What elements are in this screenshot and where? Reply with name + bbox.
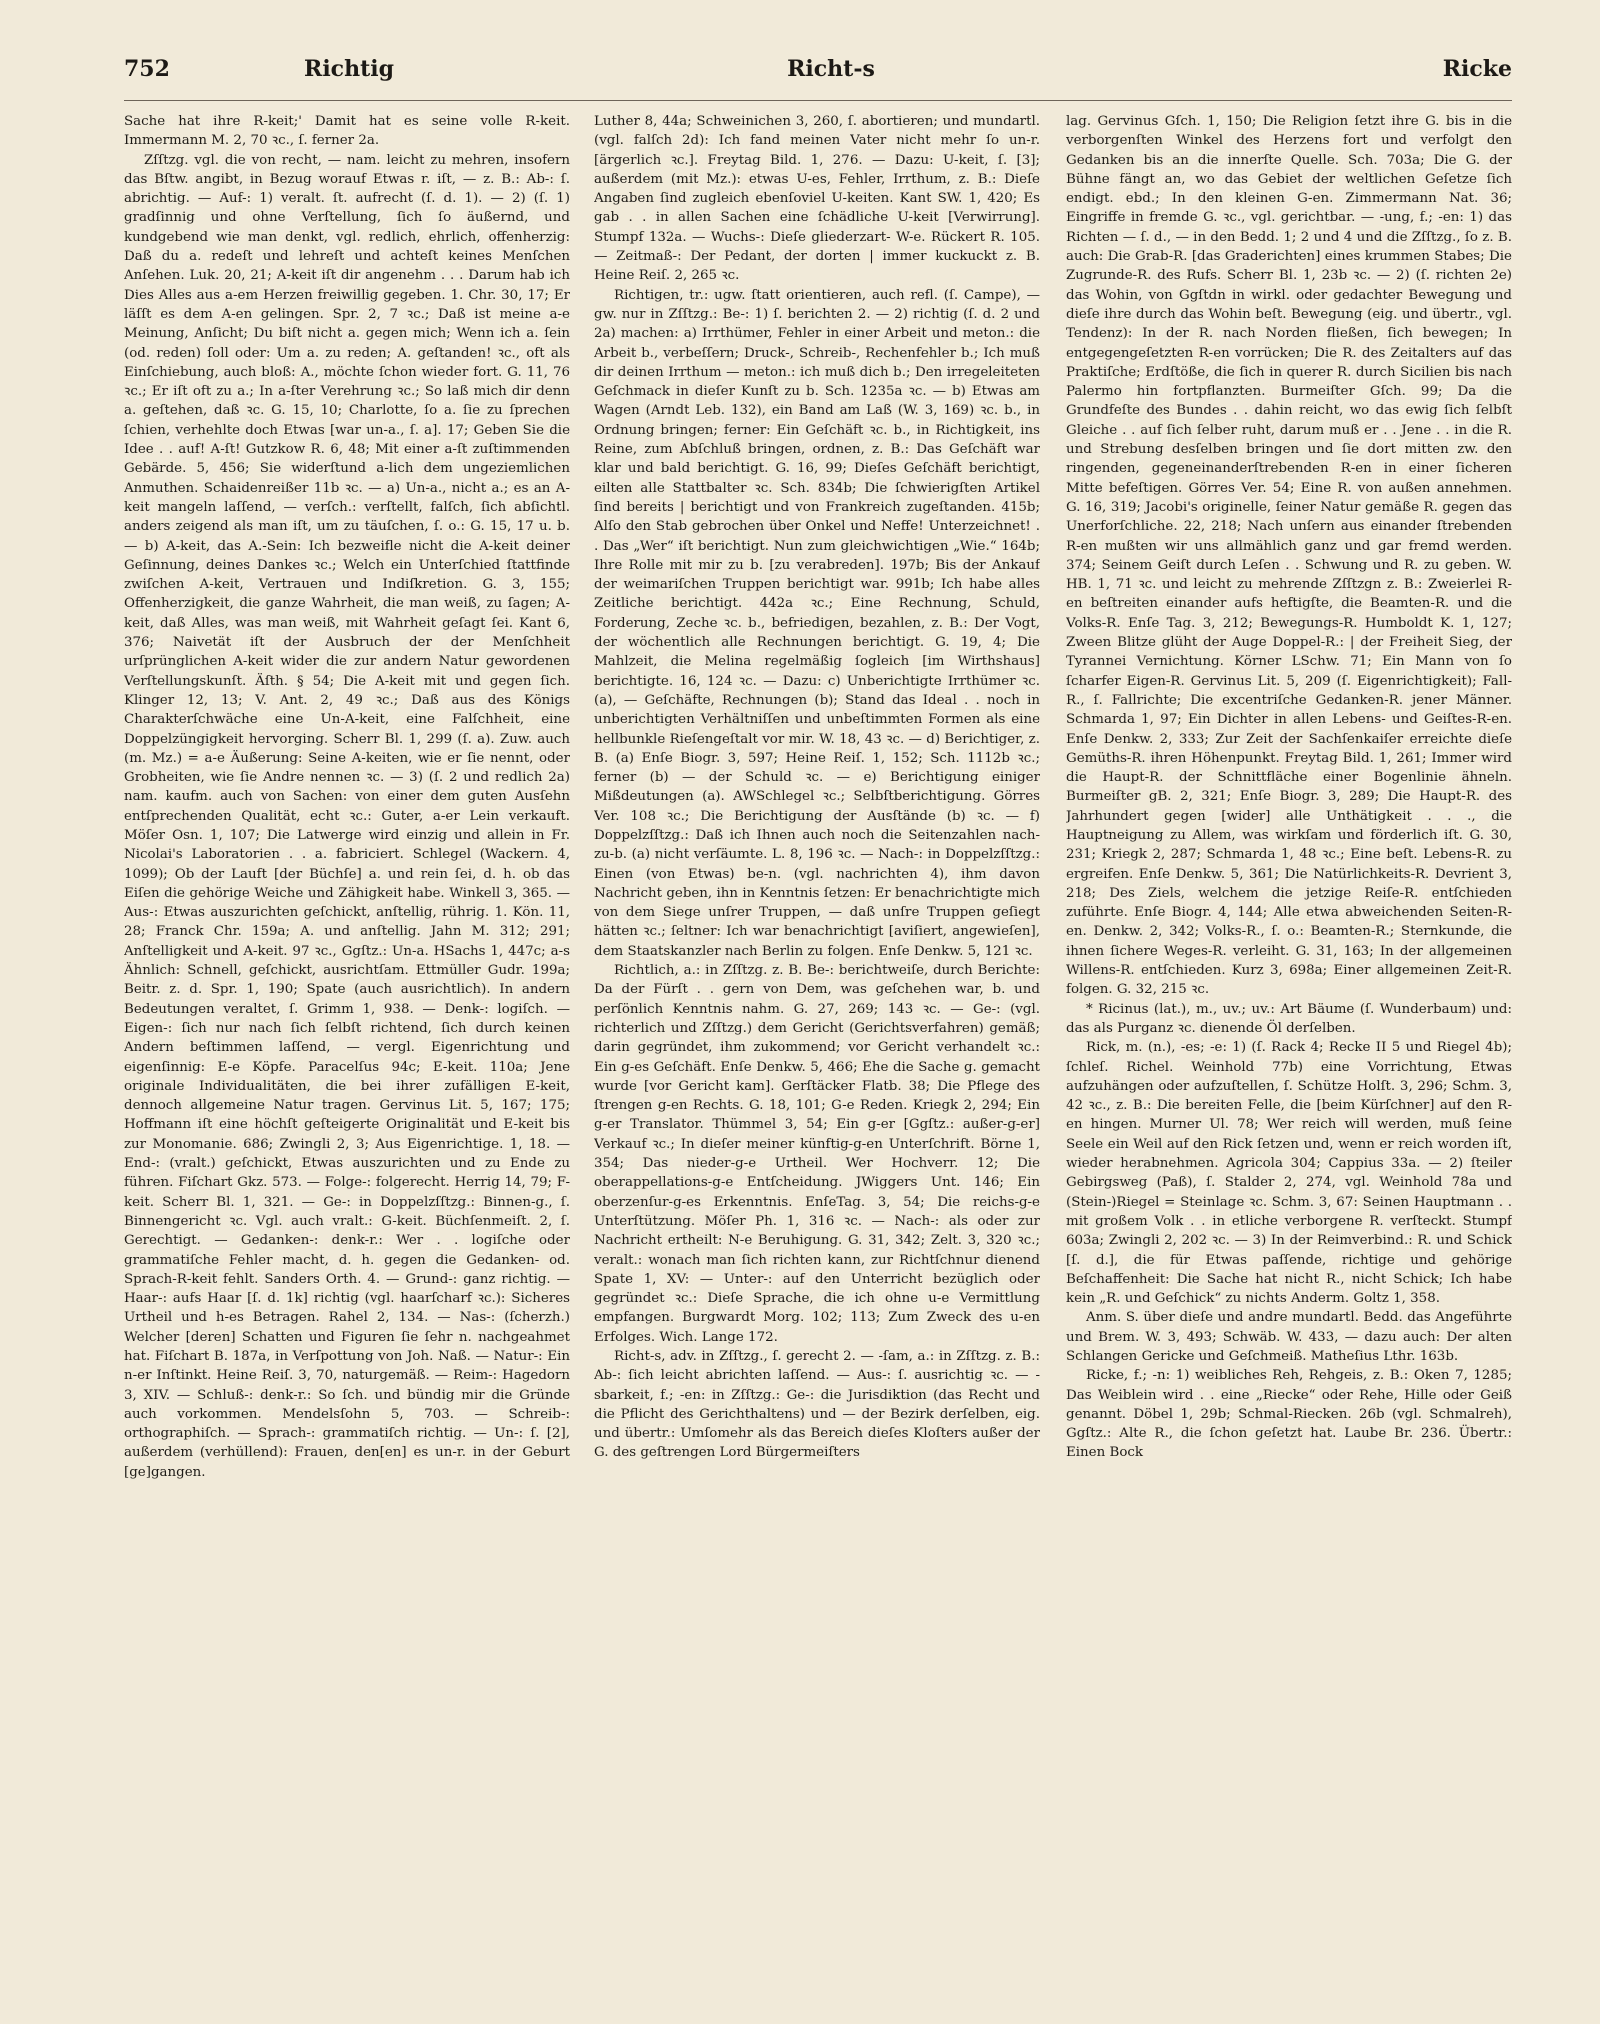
entry-paragraph: Anm. S. über dieſe und andre mundartl. Bedd. das Angeführte und Brem. W. 3, 493; Schwäb. W. 433, — dazu auch: Der alten Schlangen Gericke und Geſchmeiß. Matheſius Lthr. 163b. [1066,1310,1512,1364]
header-rule [124,100,1512,101]
entry-paragraph: Sache hat ihre R-keit;' Damit hat es seine volle R-keit. Immermann M. 2, 70 ꝛc., ſ. ferner 2a. [124,114,570,149]
entry-paragraph: Rick, m. (n.), -es; -e: 1) (ſ. Rack 4; Recke II 5 und Riegel 4b); ſchleſ. Richel. Weinhold 77b) eine Vorrichtung, Etwas aufzuhängen oder aufzuſtellen, ſ. Schütze Holſt. 3, 296; Schm. 3, 42 ꝛc., z. B.: Die bereiten Felle, die [beim Kürſchner] auf den R-en hingen. Murner Ul. 78; Wer reich will werden, muß ſeine Seele ein Weil auf den Rick ſetzen und, wenn er reich worden iſt, wieder herabnehmen. Agricola 304; Cappius 33a. — 2) ſteiler Gebirgsweg (Paß), ſ. Stalder 2, 274, vgl. Weinhold 78a und (Stein-)Riegel = Steinlage ꝛc. Schm. 3, 67: Seinen Hauptmann . . mit großem Volk . . in etliche verborgene R. verſteckt. Stumpf 603a; Zwingli 2, 202 ꝛc. — 3) In der Reimverbind.: R. und Schick [ſ. d.], die für Etwas paſſende, richtige und gehörige Beſchaffenheit: Die Sache hat nicht R., nicht Schick; Ich habe kein „R. und Geſchick“ zu nichts Anderm. Goltz 1, 358. [1066,1040,1512,1307]
running-header [124,56,1512,96]
text-column-3 [1066,112,1512,1992]
entry-paragraph: Richtlich, a.: in Zſſtzg. z. B. Be-: berichtweiſe, durch Berichte: Da der Fürſt . . gern von Dem, was geſchehen war, b. und perſönlich Kenntnis nahm. G. 27, 269; 143 ꝛc. — Ge-: (vgl. richterlich und Zſſtzg.) dem Gericht (Gerichtsverfahren) gemäß; darin gegründet, ihm zukommend; vor Gericht verhandelt ꝛc.: Ein g-es Geſchäft. Enſe Denkw. 5, 466; Ehe die Sache g. gemacht wurde [vor Gericht kam]. Gerſtäcker Flatb. 38; Die Pflege des ſtrengen g-en Rechts. G. 18, 101; G-e Reden. Kriegk 2, 294; Ein g-er Translator. Thümmel 3, 54; Ein g-er [Ggſtz.: außer-g-er] Verkauf ꝛc.; In dieſer meiner künftig-g-en Unterſchrift. Börne 1, 354; Das nieder-g-e Urtheil. Wer Hochverr. 12; Die oberappellations-g-e Entſcheidung. JWiggers Unt. 146; Ein oberzenſur-g-es Erkenntnis. EnſeTag. 3, 54; Die reichs-g-e Unterſtützung. Möſer Ph. 1, 316 ꝛc. — Nach-: als oder zur Nachricht ertheilt: N-e Beruhigung. G. 31, 342; Zelt. 3, 320 ꝛc.; veralt.: wonach man ſich richten kann, zur Richtſchnur dienend Spate 1, XV: — Unter-: auf den Unterricht bezüglich oder gegründet ꝛc.: Dieſe Sprache, die ich ohne u-e Vermittlung empfangen. Burgwardt Morg. 102; 113; Zum Zweck des u-en Erfolges. Wich. Lange 172. [594,963,1040,1345]
entry-paragraph: Richt-s, adv. in Zſſtzg., ſ. gerecht 2. — -ſam, a.: in Zſſtzg. z. B.: Ab-: ſich leicht abrichten laſſend. — Aus-: ſ. ausrichtig ꝛc. — -sbarkeit, f.; -en: in Zſſtzg.: Ge-: die Jurisdiktion (das Recht und die Pflicht des Gerichthaltens) und — der Bezirk derſelben, eig. und übertr.: Umſomehr als das Bereich dieſes Kloſters außer der G. des geſtrengen Lord Bürgermeiſters [594,1349,1040,1461]
entry-paragraph: * Ricinus (lat.), m., uv.; uv.: Art Bäume (ſ. Wunderbaum) und: das als Purganz ꝛc. dienende Öl derſelben. [1066,1001,1512,1036]
header-headword-right: Ricke [1442,56,1512,82]
entry-paragraph: lag. Gervinus Gſch. 1, 150; Die Religion ſetzt ihre G. bis in die verborgenſten Winkel des Herzens fort und verfolgt den Gedanken bis an die innerſte Quelle. Sch. 703a; Die G. der Bühne fängt an, wo das Gebiet der weltlichen Geſetze ſich endigt. ebd.; In den kleinen G-en. Zimmermann Nat. 36; Eingriffe in fremde G. ꝛc., vgl. gerichtbar. — -ung, f.; -en: 1) das Richten — ſ. d., — in den Bedd. 1; 2 und 4 und die Zſſtzg., ſo z. B. auch: Die Grab-R. [das Graderichten] eines krummen Stabes; Die Zugrunde-R. des Rufs. Scherr Bl. 1, 23b ꝛc. — 2) (ſ. richten 2e) das Wohin, von Ggſtdn in wirkl. oder gedachter Bewegung und dieſe ihre durch das Wohin beſt. Bewegung (eig. und übertr., vgl. Tendenz): In der R. nach Norden fließen, ſich bewegen; In entgegengeſetzten R-en vorrücken; Die R. des Zeitalters auf das Praktiſche; Erdſtöße, die ſich in querer R. durch Sicilien bis nach Palermo hin fortpflanzten. Burmeiſter Gſch. 99; Da die Grundfeſte des Bundes . . dahin reicht, wo das ewig ſich ſelbſt Gleiche . . auf ſich ſelber ruht, darum muß er . . Jene . . in die R. und Strebung desſelben bringen und ſie dort mitten zw. den ringenden, gegeneinanderſtrebenden R-en in einer ſicheren Mitte befeſtigen. Görres Ver. 54; Eine R. von außen annehmen. G. 16, 319; Jacobi's originelle, ſeiner Natur gemäße R. gegen das Unerforſchliche. 22, 218; Nach unſern aus einander ſtrebenden R-en mußten wir uns allmählich ganz und gar fremd werden. 374; Seinem Geiſt durch Leſen . . Schwung und R. zu geben. W. HB. 1, 71 ꝛc. und leicht zu mehrende Zſſtzgn z. B.: Zweierlei R-en beſtreiten einander aufs heftigſte, die Beamten-R. und die Volks-R. Enſe Tag. 3, 212; Bewegungs-R. Humboldt K. 1, 127; Zween Blitze glüht der Auge Doppel-R.: | der Freiheit Sieg, der Tyrannei Vernichtung. Körner LSchw. 71; Ein Mann von ſo ſcharfer Eigen-R. Gervinus Lit. 5, 209 (ſ. Eigenrichtigkeit); Fall-R., ſ. Fallrichte; Die excentriſche Gedanken-R. jener Männer. Schmarda 1, 97; Ein Dichter in allen Lebens- und Geiſtes-R-en. Enſe Denkw. 2, 333; Zur Zeit der Sachſenkaiſer erreichte dieſe Gemüths-R. ihren Höhenpunkt. Freytag Bild. 1, 261; Immer wird die Haupt-R. der Schnittfläche einer Bogenlinie ähneln. Burmeiſter gB. 2, 321; Enſe Biogr. 3, 289; Die Haupt-R. des Jahrhundert gegen [wider] alle Unthätigkeit . . ., die Hauptneigung zu Allem, was wirkſam und förderlich iſt. G. 30, 231; Kriegk 2, 287; Schmarda 1, 48 ꝛc.; Eine beſt. Lebens-R. zu ergreifen. Enſe Denkw. 5, 361; Die Natürlichkeits-R. Devrient 3, 218; Des Ziels, welchem die jetzige Reiſe-R. entſchieden zuführte. Enſe Biogr. 4, 144; Alle etwa abweichenden Seiten-R-en. Denkw. 2, 342; Volks-R., ſ. o.: Beamten-R.; Sternkunde, die ihnen ſichere Weges-R. verleiht. G. 31, 163; In der allgemeinen Willens-R. entſchieden. Kurz 3, 698a; Einer allgemeinen Zeit-R. folgen. G. 32, 215 ꝛc. [1066,114,1512,998]
header-headword-left: Richtig [304,56,394,82]
entry-paragraph: Ricke, f.; -n: 1) weibliches Reh, Rehgeis, z. B.: Oken 7, 1285; Das Weiblein wird . . eine „Riecke“ oder Rehe, Hille oder Geiß genannt. Döbel 1, 29b; Schmal-Riecken. 26b (vgl. Schmalreh), Ggſtz.: Alte R., die ſchon geſetzt hat. Laube Br. 236. Übertr.: Einen Bock [1066,1368,1512,1461]
text-column-2 [594,112,1040,1992]
header-headword-center: Richt-s [787,56,875,82]
entry-paragraph: Richtigen, tr.: ugw. ſtatt orientieren, auch refl. (ſ. Campe), — gw. nur in Zſſtzg.: Be-: 1) ſ. berichten 2. — 2) richtig (ſ. d. 2 und 2a) machen: a) Irrthümer, Fehler in einer Arbeit und meton.: die Arbeit b., verbeſſern; Druck-, Schreib-, Rechenfehler b.; Ich muß dir deinen Irrthum — meton.: ich muß dich b.; Den irregeleiteten Geſchmack in dieſer Kunſt zu b. Sch. 1235a ꝛc. — b) Etwas am Wagen (Arndt Leb. 132), ein Band am Laß (W. 3, 169) ꝛc. b., in Ordnung bringen; ferner: Ein Geſchäft ꝛc. b., in Richtigkeit, ins Reine, zum Abſchluß bringen, ordnen, z. B.: Das Geſchäft war klar und bald berichtigt. G. 16, 99; Dieſes Geſchäft berichtigt, eilten alle Stattbalter ꝛc. Sch. 834b; Die ſchwierigſten Artikel ſind bereits | berichtigt und von Frankreich zugeſtanden. 415b; Alſo den Stab gebrochen über Onkel und Neffe! Unterzeichnet! . . Das „Wer“ iſt berichtigt. Nun zum gleichwichtigen „Wie.“ 164b; Ihre Rolle mit mir zu b. [zu verabreden]. 197b; Bis der Ankauf der weimariſchen Truppen berichtigt war. 991b; Ich habe alles Zeitliche berichtigt. 442a ꝛc.; Eine Rechnung, Schuld, Forderung, Zeche ꝛc. b., befriedigen, bezahlen, z. B.: Der Vogt, der wöchentlich alle Rechnungen berichtigt. G. 19, 4; Die Mahlzeit, die Melina regelmäßig ſogleich [im Wirthshaus] berichtigte. 16, 124 ꝛc. — Dazu: c) Unberichtigte Irrthümer ꝛc. (a), — Geſchäfte, Rechnungen (b); Stand das Ideal . . noch in unberichtigten Verhältniſſen und unbeſtimmten Formen als eine hellbunkle Rieſengeſtalt vor mir. W. 18, 43 ꝛc. — d) Berichtiger, z. B. (a) Enſe Biogr. 3, 597; Heine Reiſ. 1, 152; Sch. 1112b ꝛc.; ferner (b) — der Schuld ꝛc. — e) Berichtigung einiger Mißdeutungen (a). AWSchlegel ꝛc.; Selbſtberichtigung. Görres Ver. 108 ꝛc.; Die Berichtigung der Ausſtände (b) ꝛc. — f) Doppelzſſtzg.: Daß ich Ihnen auch noch die Seitenzahlen nach-zu-b. (a) nicht verſäumte. L. 8, 196 ꝛc. — Nach-: in Doppelzſſtzg.: Einen (von Etwas) be-n. (vgl. nachrichten 4), ihm davon Nachricht geben, ihn in Kenntnis ſetzen: Er benachrichtigte mich von dem Siege unſrer Truppen, — daß unſre Truppen geſiegt hätten ꝛc.; ſeltner: Ich war benachrichtigt [aviſiert, angewieſen], dem Staatskanzler nach Berlin zu folgen. Enſe Denkw. 5, 121 ꝛc. [594,287,1040,959]
text-column-1 [124,112,570,1992]
entry-paragraph: Zſſtzg. vgl. die von recht, — nam. leicht zu mehren, insofern das Bſtw. angibt, in Bezug worauf Etwas r. iſt, — z. B.: Ab-: ſ. abrichtig. — Auf-: 1) veralt. ſt. aufrecht (ſ. d. 1). — 2) (ſ. 1) gradſinnig und ohne Verſtellung, ſich ſo äußernd, und kundgebend wie man denkt, vgl. redlich, ehrlich, offenherzig: Daß du a. redeſt und lehreſt und achteſt keines Menſchen Anſehen. Luk. 20, 21; A-keit iſt dir angenehm . . . Darum hab ich Dies Alles aus a-em Herzen freiwillig gegeben. 1. Chr. 30, 17; Er läſſt es dem A-en gelingen. Spr. 2, 7 ꝛc.; Daß ist meine a-e Meinung, Anſicht; Du biſt nicht a. gegen mich; Wenn ich a. ſein (od. reden) ſoll oder: Um a. zu reden; A. geſtanden! ꝛc., oft als Einſchiebung, auch bloß: A., möchte ſchon wieder fort. G. 11, 76 ꝛc.; Er iſt oft zu a.; In a-ſter Verehrung ꝛc.; So laß mich dir denn a. geſtehen, daß ꝛc. G. 15, 10; Charlotte, ſo a. ſie zu ſprechen ſchien, verhehlte doch Etwas [war un-a., ſ. a]. 17; Geben Sie die Idee . . auf! A-ſt! Gutzkow R. 6, 48; Mit einer a-ſt zuſtimmenden Gebärde. 5, 456; Sie widerſtund a-lich dem ungeziemlichen Anmuthen. Schaidenreißer 11b ꝛc. — a) Un-a., nicht a.; es an A-keit mangeln laſſend, — verſch.: verſtellt, falſch, ſich abſichtl. anders zeigend als man iſt, um zu täuſchen, ſ. o.: G. 15, 17 u. b. — b) A-keit, das A.-Sein: Ich bezweifle nicht die A-keit deiner Geſinnung, deines Dankes ꝛc.; Welch ein Unterſchied ſtattfinde zwiſchen A-keit, Vertrauen und Indiſkretion. G. 3, 155; Offenherzigkeit, die ganze Wahrheit, die man weiß, zu ſagen; A-keit, daß Alles, was man weiß, mit Wahrheit geſagt ſei. Kant 6, 376; Naivetät iſt der Ausbruch der der Menſchheit urſprünglichen A-keit wider die zur andern Natur gewordenen Verſtellungskunſt. Äſth. § 54; Die A-keit mit und gegen ſich. Klinger 12, 13; V. Ant. 2, 49 ꝛc.; Daß aus des Königs Charakterſchwäche eine Un-A-keit, eine Falſchheit, eine Doppelzüngigkeit hervorging. Scherr Bl. 1, 299 (ſ. a). Zuw. auch (m. Mz.) = a-e Äußerung: Seine A-keiten, wie er ſie nennt, oder Grobheiten, wie ſie Andre nennen ꝛc. — 3) (ſ. 2 und redlich 2a) nam. kaufm. auch von Sachen: von einer dem guten Ausſehn entſprechenden Qualität, echt ꝛc.: Guter, a-er Lein verkauft. Möſer Osn. 1, 107; Die Latwerge wird einzig und allein in Fr. Nicolai's Laboratorien . . a. fabriciert. Schlegel (Wackern. 4, 1099); Ob der Lauft [der Büchſe] a. und rein ſei, d. h. ob das Eiſen die gehörige Weiche und Zähigkeit habe. Winkell 3, 365. — Aus-: Etwas auszurichten geſchickt, anſtellig, rührig. 1. Kön. 11, 28; Franck Chr. 159a; A. und anſtellig. Jahn M. 312; 291; Anſtelligkeit und A-keit. 97 ꝛc., Ggſtz.: Un-a. HSachs 1, 447c; a-s Ähnlich: Schnell, geſchickt, ausrichtſam. Ettmüller Gudr. 199a; Beitr. z. d. Spr. 1, 190; Spate (auch ausrichtlich). In andern Bedeutungen veraltet, ſ. Grimm 1, 938. — Denk-: logiſch. — Eigen-: ſich nur nach ſich ſelbſt richtend, ſich durch keinen Andern beſtimmen laſſend, — vergl. Eigenrichtung und eigenſinnig: E-e Köpfe. Paracelſus 94c; E-keit. 110a; Jene originale Individualitäten, die bei ihrer zufälligen E-keit, dennoch allgemeine Natur tragen. Gervinus Lit. 5, 167; 175; Hoffmann iſt eine höchſt geſteigerte Originalität und E-keit bis zur Monomanie. 686; Zwingli 2, 3; Aus Eigenrichtige. 1, 18. — End-: (vralt.) geſchickt, Etwas auszurichten und zu Ende zu führen. Fiſchart Gkz. 573. — Folge-: folgerecht. Herrig 14, 79; F-keit. Scherr Bl. 1, 321. — Ge-: in Doppelzſſtzg.: Binnen-g., ſ. Binnengericht ꝛc. Vgl. auch vralt.: G-keit. Büchſenmeiſt. 2, ſ. Gerechtigt. — Gedanken-: denk-r.: Wer . . logiſche oder grammatiſche Fehler macht, d. h. gegen die Gedanken- od. Sprach-R-keit fehlt. Sanders Orth. 4. — Grund-: ganz richtig. — Haar-: aufs Haar [ſ. d. 1k] richtig (vgl. haarſcharf ꝛc.): Sicheres Urtheil und h-es Betragen. Rahel 2, 134. — Nas-: (ſcherzh.) Welcher [deren] Schatten und Figuren ſie ſehr n. nachgeahmet hat. Fiſchart B. 187a, in Verſpottung von Joh. Naß. — Natur-: Ein n-er Inſtinkt. Heine Reiſ. 3, 70, naturgemäß. — Reim-: Hagedorn 3, XIV. — Schluß-: denk-r.: So ſch. und bündig mir die Gründe auch vorkommen. Mendelsſohn 5, 703. — Schreib-: orthographiſch. — Sprach-: grammatiſch richtig. — Un-: ſ. [2], außerdem (verhüllend): Frauen, den[en] es un-r. in der Geburt [ge]gangen. [124,152,570,1480]
page-number: 752 [124,56,170,82]
entry-paragraph: Luther 8, 44a; Schweinichen 3, 260, ſ. abortieren; und mundartl. (vgl. falſch 2d): Ich fand meinen Vater nicht mehr ſo un-r. [ärgerlich ꝛc.]. Freytag Bild. 1, 276. — Dazu: U-keit, ſ. [3]; außerdem (mit Mz.): etwas U-es, Fehler, Irrthum, z. B.: Dieſe Angaben ſind zugleich ebenſoviel U-keiten. Kant SW. 1, 420; Es gab . . in allen Sachen eine ſchädliche U-keit [Verwirrung]. Stumpf 132a. — Wuchs-: Dieſe gliederzart- W-e. Rückert R. 105. — Zeitmaß-: Der Pedant, der dorten | immer kuckuckt z. B. Heine Reiſ. 2, 265 ꝛc. [594,114,1040,284]
